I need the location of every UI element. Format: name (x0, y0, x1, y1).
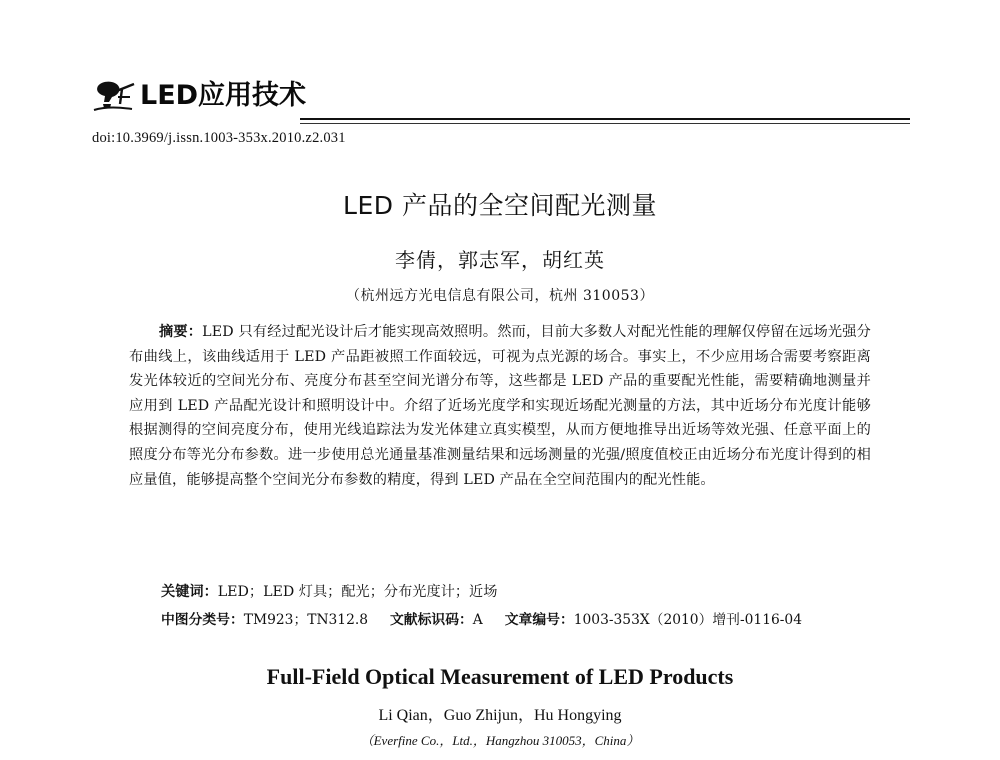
authors-cn: 李倩，郭志军，胡红英 (395, 248, 605, 272)
journal-column-header (92, 76, 912, 120)
doi-line: doi:10.3969/j.issn.1003-353x.2010.z2.031 (92, 130, 346, 146)
clc-value: TM923；TN312.8 (243, 612, 369, 628)
doc-code-label: 文献标识码： (390, 612, 473, 628)
affiliation-cn: （杭州远方光电信息有限公司，杭州 310053） (346, 288, 654, 304)
article-number-label: 文章编号： (504, 612, 574, 628)
doc-code-value: A (472, 612, 483, 628)
journal-column-title: LED应用技术 (140, 80, 307, 111)
header-rule (300, 118, 910, 120)
affiliation-en: （Everfine Co.，Ltd.，Hangzhou 310053，China） (360, 733, 640, 748)
paper-title-cn: LED 产品的全空间配光测量 (343, 191, 657, 220)
abstract-label: 摘要： (159, 324, 203, 340)
paper-title-en: Full-Field Optical Measurement of LED Products (266, 664, 734, 689)
authors-en: Li Qian，Guo Zhijun，Hu Hongying (378, 707, 622, 724)
classification-line (161, 608, 802, 628)
clc-label: 中图分类号： (161, 612, 244, 628)
keywords-line (161, 581, 497, 601)
article-number-value: 1003-353X（2010）增刊-0116-04 (573, 612, 802, 628)
abstract-text: LED 只有经过配光设计后才能实现高效照明。然而，目前大多数人对配光性能的理解仅停留在远场光强分布曲线上，该曲线适用于 LED 产品距被照工作面较远，可视为点光源的场合。事实上，不少应用场合需要考察距离发光体较近的空间光分布、亮度分布甚至空间光谱分布等，这些都是 LED 产品的重要配光性能，需要精确地测量并应用到 LED 产品配光设计和照明设计中。介绍了近场光度学和实现近场配光测量的方法，其中近场分布光度计能够根据测得的空间亮度分布，使用光线追踪法为发光体建立真实模型，从而方便地推导出近场等效光强、任意平面上的照度分布等光分布参数。进一步使用总光通量基准测量结果和远场测量的光强/照度值校正由近场分布光度计得到的相应量值，能够提高整个空间光分布参数的精度，得到 LED 产品在全空间范围内的配光性能。 (129, 324, 871, 488)
keywords-label: 关键词： (161, 584, 218, 600)
bulb-logo-icon (92, 80, 136, 114)
header-rule-thin (300, 123, 910, 124)
abstract-cn (129, 320, 871, 492)
keywords-text: LED；LED 灯具；配光；分布光度计；近场 (217, 584, 498, 600)
